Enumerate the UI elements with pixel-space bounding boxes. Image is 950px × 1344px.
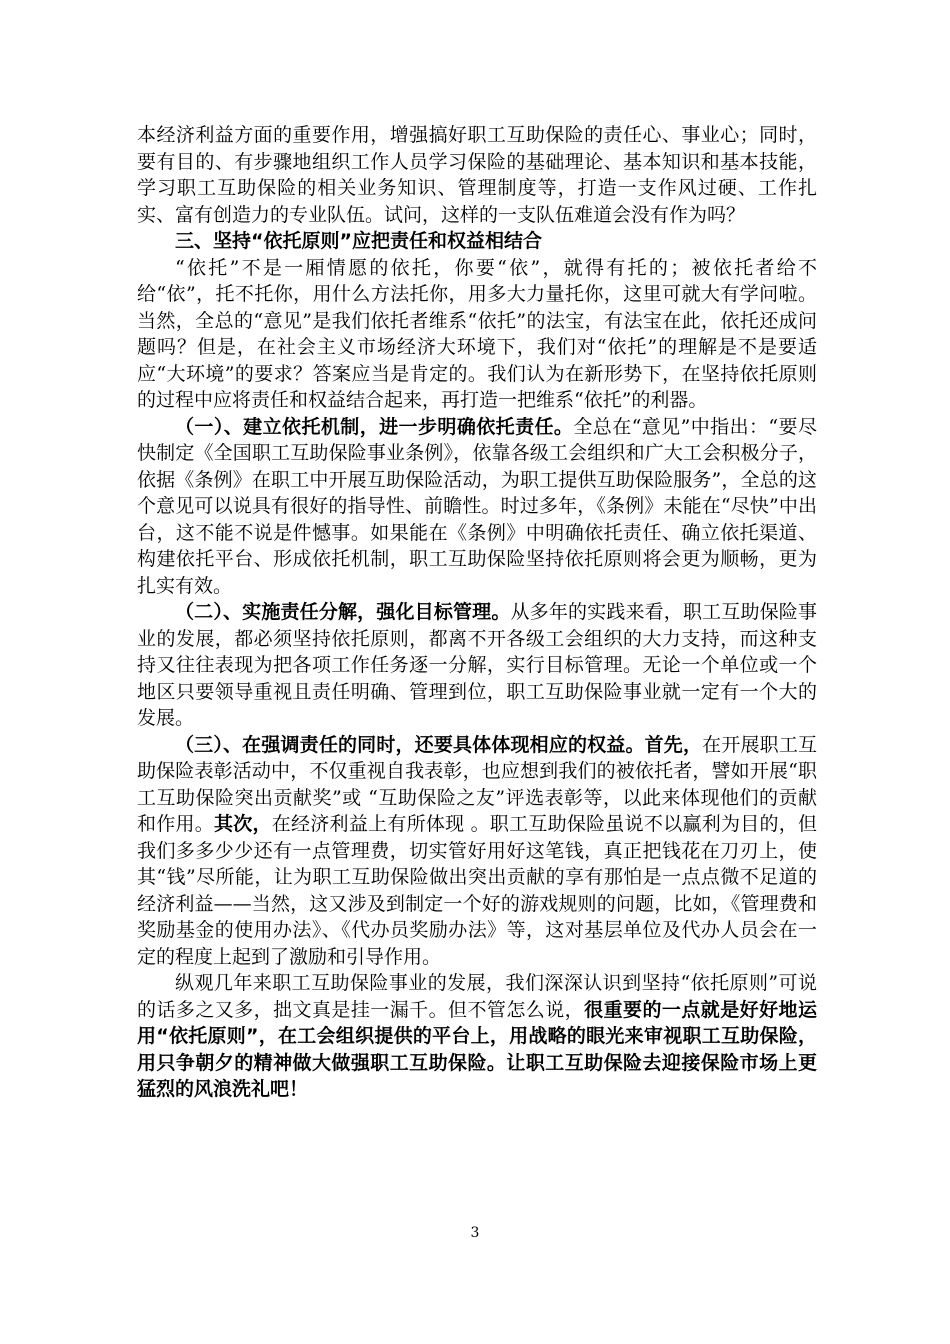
paragraph-text: 本经济利益方面的重要作用，增强搞好职工互助保险的责任心、事业心；同时，要有目的、有步骤地组织工作人员学习保险的基础理论、基本知识和基本技能，学习职工互助保险的相关业务知识、管理制度等，打造一支作风过硬、工作扎实、富有创造力的专业队伍。试问，这样的一支队伍难道会没有作为吗？ <box>137 124 817 226</box>
paragraph-text: “依托”不是一厢情愿的依托，你要“依”，就得有托的；被依托者给不给“依”，托不托你，用什么方法托你，用多大力量托你，这里可就大有学问啦。当然，全总的“意见”是我们依托者维系“依托”的法宝，有法宝在此，依托还成问题吗？但是，在社会主义市场经济大环境下，我们对“依托”的理解是不是要适应“大环境”的要求？答案应当是肯定的。我们认为在新形势下，在坚持依托原则的过程中应将责任和权益结合起来，再打造一把维系“依托”的利器。 <box>137 256 817 411</box>
paragraph-conclusion <box>137 970 817 1103</box>
document-body <box>137 122 817 1103</box>
paragraph-text: 全总在“意见”中指出：“要尽快制定《全国职工互助保险事业条例》，依靠各级工会组织和广大工会积极分子，依据《条例》在职工中开展互助保险活动，为职工提供互助保险服务”，全总的这个意见可以说具有很好的指导性、前瞻性。时过多年，《条例》未能在“尽快”中出台，这不能不说是件憾事。如果能在《条例》中明确依托责任、确立依托渠道、构建依托平台、形成依托机制，职工互助保险坚持依托原则将会更为顺畅，更为扎实有效。 <box>137 415 817 597</box>
section-heading-text: 三、坚持“依托原则”应把责任和权益相结合 <box>175 230 542 252</box>
point-3-heading: （三）、在强调责任的同时，还要具体体现相应的权益。首先， <box>175 733 703 756</box>
point-3-second-marker: 其次， <box>214 813 272 835</box>
paragraph-text: 在开展职工互助保险表彰活动中，不仅重视自我表彰，也应想到我们的被依托者，譬如开展“职工互助保险突出贡献奖”或 “互助保险之友”评选表彰等，以此来体现他们的贡献和作用。 <box>137 733 817 835</box>
paragraph-text-continued: 在经济利益上有所体现 。职工互助保险虽说不以赢利为目的，但我们多多少少还有一点管理费，切实管好用好这笔钱，真正把钱花在刀刃上，使其“钱”尽所能，让为职工互助保险做出突出贡献的享有那怕是一点点微不足道的经济利益——当然，这又涉及到制定一个好的游戏规则的问题，比如，《管理费和奖励基金的使用办法》、《代办员奖励办法》等，这对基层单位及代办人员会在一定的程度上起到了激励和引导作用。 <box>137 813 817 968</box>
conclusion-emphasis: 很重要的一点就是好好地运用“依托原则”，在工会组织提供的平台上，用战略的眼光来审视职工互助保险，用只争朝夕的精神做大做强职工互助保险。让职工互助保险去迎接保险市场上更猛烈的风浪洗礼吧！ <box>137 998 817 1100</box>
point-2-heading: （二）、实施责任分解，强化目标管理。 <box>175 601 511 623</box>
page-number: 3 <box>470 1225 480 1241</box>
point-1-heading: （一）、建立依托机制，进一步明确依托责任。 <box>175 415 574 438</box>
paragraph-yituo-definition <box>137 255 817 414</box>
paragraph-point-3 <box>137 732 817 971</box>
paragraph-intro-continued <box>137 122 817 228</box>
section-heading-3 <box>137 228 817 255</box>
paragraph-point-1 <box>137 414 817 600</box>
paragraph-text: 从多年的实践来看，职工互助保险事业的发展，都必须坚持依托原则，都离不开各级工会组织的大力支持，而这种支持又往往表现为把各项工作任务逐一分解，实行目标管理。无论一个单位或一个地区只要领导重视且责任明确、管理到位，职工互助保险事业就一定有一个大的发展。 <box>137 601 817 729</box>
paragraph-text: 纵观几年来职工互助保险事业的发展，我们深深认识到坚持“依托原则”可说的话多之又多，拙文真是挂一漏千。但不管怎么说， <box>137 972 817 1021</box>
paragraph-point-2 <box>137 599 817 732</box>
